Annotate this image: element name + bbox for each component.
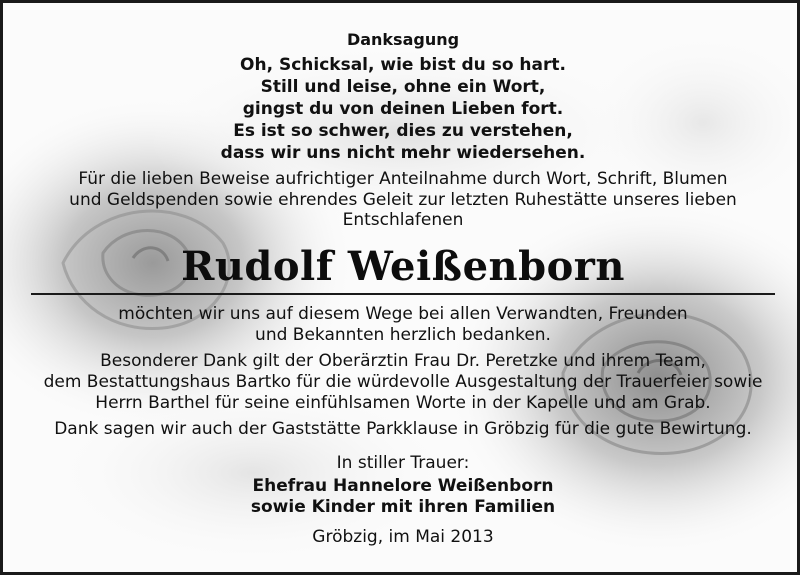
family-line: Ehefrau Hannelore Weißenborn <box>252 476 554 496</box>
thanks-line: Herrn Barthel für seine einfühlsamen Worte in der Kapelle und am Grab. <box>95 393 711 413</box>
thanks-line: Dank sagen wir auch der Gaststätte Parkklause in Gröbzig für die gute Bewirtung. <box>54 419 752 439</box>
family-line: sowie Kinder mit ihren Familien <box>250 497 556 517</box>
poem-line: Oh, Schicksal, wie bist du so hart. <box>240 55 566 75</box>
poem-line: Es ist so schwer, dies zu verstehen, <box>233 121 573 141</box>
thanks-line: möchten wir uns auf diesem Wege bei allen Verwandten, Freunden <box>118 304 688 324</box>
thanks-line: Besonderer Dank gilt der Oberärztin Frau Dr. Peretzke und ihrem Team, <box>100 351 706 371</box>
intro-line: und Geldspenden sowie ehrendes Geleit zur letzten Ruhestätte unseres lieben <box>69 190 737 210</box>
poem-line: gingst du von deinen Lieben fort. <box>242 99 564 119</box>
mourning-label: In stiller Trauer: <box>336 453 470 473</box>
notice-heading: Danksagung <box>346 30 460 49</box>
intro-line: Für die lieben Beweise aufrichtiger Anteilnahme durch Wort, Schrift, Blumen <box>78 169 728 189</box>
place-date: Gröbzig, im Mai 2013 <box>312 527 494 547</box>
thanks-line: dem Bestattungshaus Bartko für die würdevolle Ausgestaltung der Trauerfeier sowie <box>43 372 763 392</box>
intro-line: Entschlafenen <box>342 210 464 230</box>
thanks-line: und Bekannten herzlich bedanken. <box>255 325 551 345</box>
poem-line: dass wir uns nicht mehr wiedersehen. <box>220 143 586 163</box>
deceased-name: Rudolf Weißenborn <box>181 243 625 290</box>
poem-line: Still und leise, ohne ein Wort, <box>260 77 546 97</box>
divider <box>31 293 775 295</box>
